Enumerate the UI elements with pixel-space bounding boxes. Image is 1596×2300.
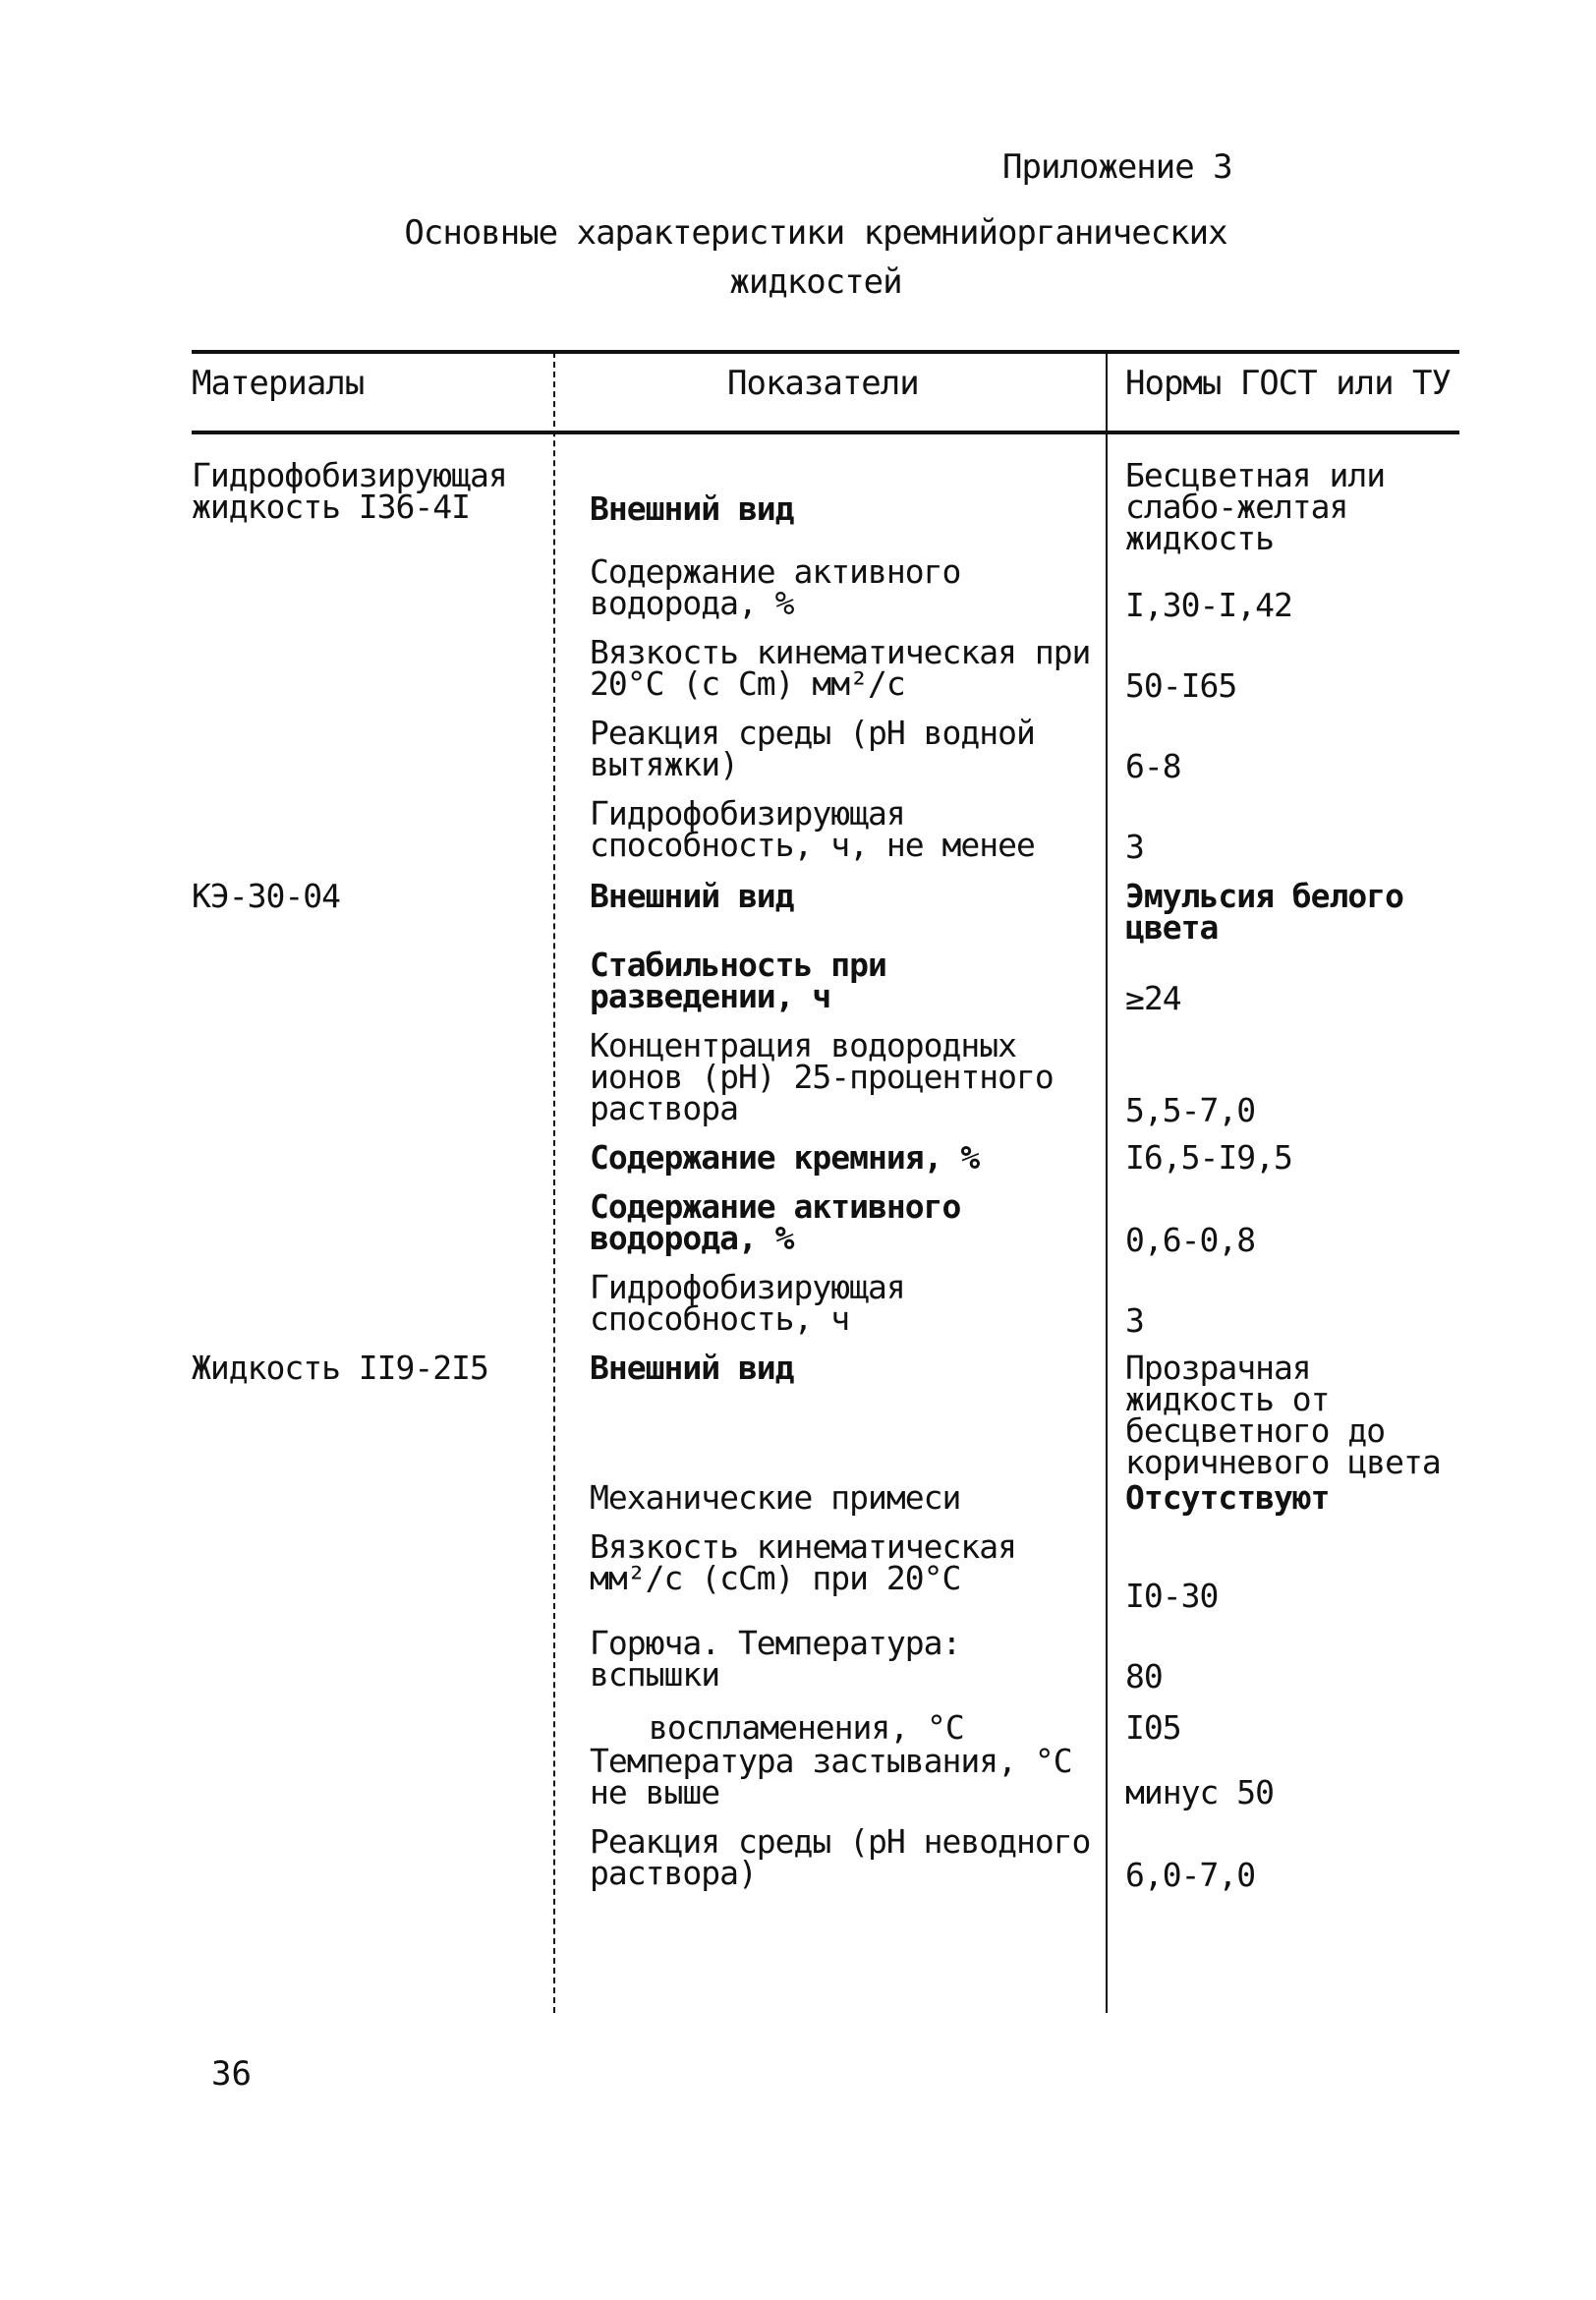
table-cell-indicator: Горюча. Температура: вспышки — [590, 1624, 961, 1694]
table-cell-indicator: Реакция среды (рН неводного раствора) — [590, 1822, 1091, 1892]
table-cell-indicator: Стабильность при разведении, ч — [590, 946, 886, 1015]
table-cell-indicator: Температура застывания, °С не выше — [590, 1742, 1072, 1811]
table-cell-indicator: Концентрация водородных ионов (рН) 25-процентного раствора — [590, 1026, 1054, 1127]
table-cell-material: КЭ-30-04 — [192, 877, 340, 915]
header-norms: Нормы ГОСТ или ТУ — [1125, 364, 1451, 403]
table-cell-norm: 0,6-0,8 — [1125, 1221, 1256, 1259]
table-cell-norm: I05 — [1125, 1708, 1181, 1747]
table-cell-norm: Эмульсия белого цвета — [1125, 877, 1404, 947]
table-cell-material: Гидрофобизирующая жидкость I36-4I — [192, 456, 507, 526]
table-cell-norm: Бесцветная или слабо-желтая жидкость — [1125, 456, 1386, 557]
table-cell-norm: Прозрачная жидкость от бесцветного до коричневого цвета — [1125, 1349, 1441, 1481]
table-cell-indicator: Вязкость кинематическая мм²/с (сCm) при 20°С — [590, 1527, 1016, 1597]
table-cell-indicator: Механические примеси — [590, 1478, 961, 1517]
table-cell-indicator: Содержание активного водорода, % — [590, 552, 961, 622]
table-cell-norm: 80 — [1125, 1657, 1163, 1696]
table-cell-indicator: Содержание активного водорода, % — [590, 1187, 961, 1257]
table-cell-indicator: Гидрофобизирующая способность, ч, не менее — [590, 794, 1035, 864]
header-materials: Материалы — [192, 364, 365, 403]
page-number: 36 — [211, 2054, 252, 2094]
table-cell-norm: 6,0-7,0 — [1125, 1856, 1256, 1894]
table-header-rule — [192, 431, 1459, 434]
column-divider-2 — [1106, 352, 1108, 2013]
appendix-label: Приложение 3 — [1002, 147, 1232, 187]
table-cell-indicator: Вязкость кинематическая при 20°С (с Cm) мм²/с — [590, 633, 1091, 703]
table-cell-indicator: Внешний вид — [590, 1349, 794, 1387]
table-cell-indicator: Внешний вид — [590, 877, 794, 915]
table-cell-norm: Отсутствуют — [1125, 1478, 1330, 1517]
table-cell-norm: 50-I65 — [1125, 666, 1237, 705]
table-cell-norm: 3 — [1125, 828, 1144, 866]
table-cell-material: Жидкость II9-2I5 — [192, 1349, 488, 1387]
table-cell-norm: 3 — [1125, 1301, 1144, 1340]
table-cell-indicator: Содержание кремния, % — [590, 1138, 980, 1177]
column-divider-1 — [553, 352, 555, 2013]
document-title: Основные характеристики кремнийорганических жидкостей — [404, 213, 1227, 302]
table-cell-indicator: Гидрофобизирующая способность, ч — [590, 1268, 905, 1338]
table-cell-indicator: Внешний вид — [590, 489, 794, 528]
table-cell-indicator: Реакция среды (рН водной вытяжки) — [590, 714, 1035, 783]
table-cell-norm: 6-8 — [1125, 747, 1181, 785]
table-cell-norm: ≥24 — [1125, 979, 1181, 1017]
table-cell-norm: минус 50 — [1125, 1773, 1274, 1811]
table-cell-norm: I6,5-I9,5 — [1125, 1138, 1292, 1177]
table-top-rule — [192, 350, 1459, 354]
table-cell-norm: I0-30 — [1125, 1577, 1219, 1615]
table-cell-norm: 5,5-7,0 — [1125, 1091, 1256, 1129]
table-cell-indicator: воспламенения, °С — [649, 1708, 964, 1747]
table-cell-norm: I,30-I,42 — [1125, 586, 1292, 624]
header-indicators: Показатели — [727, 364, 919, 403]
